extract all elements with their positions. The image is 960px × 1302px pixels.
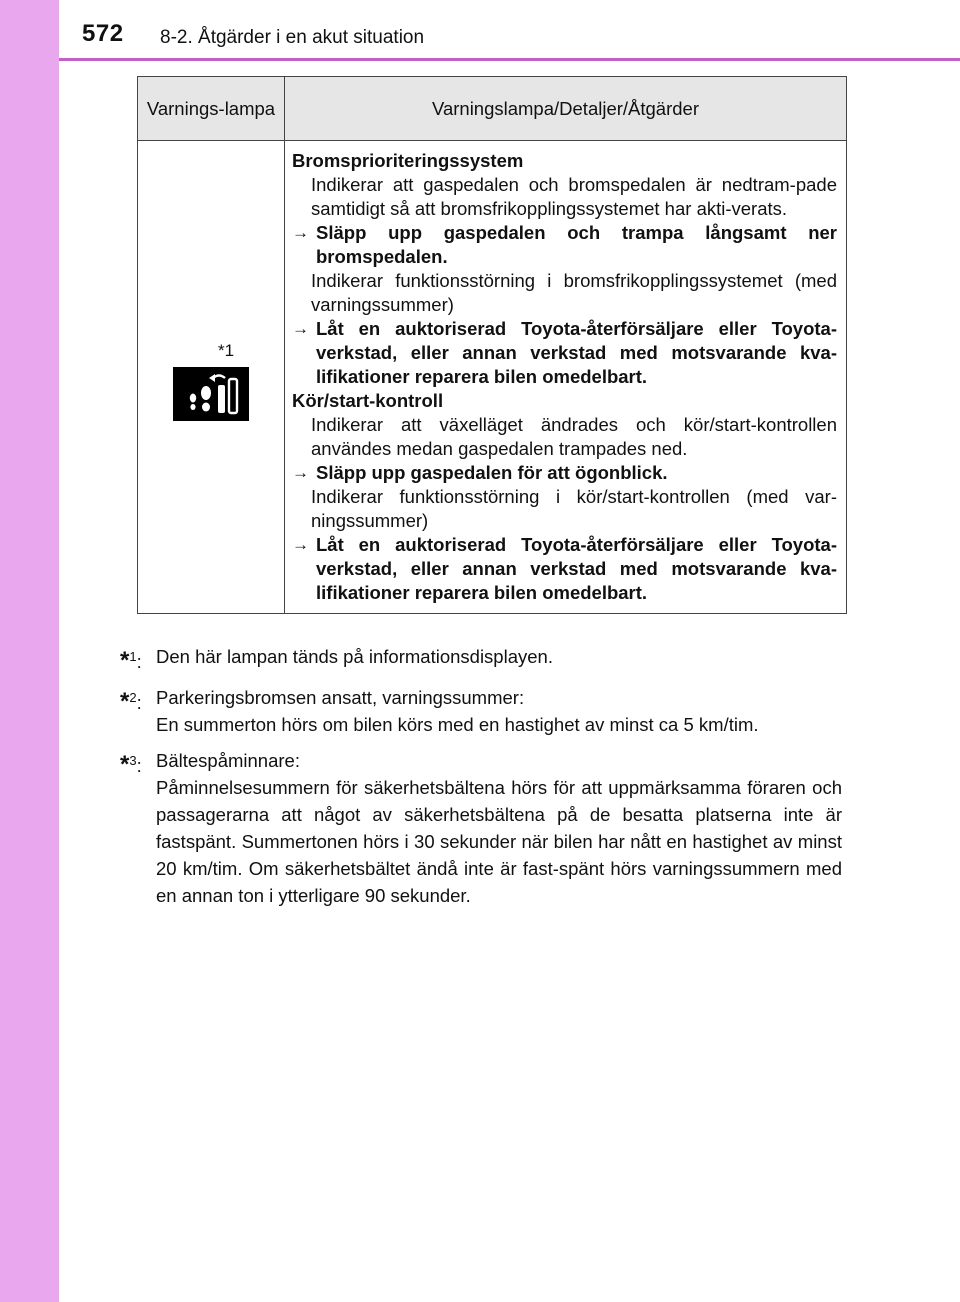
footnote-text: Den här lampan tänds på informationsdisplayen. (156, 646, 553, 667)
entry-title-drive-start-control: Kör/start-kontroll (292, 390, 444, 411)
arrow-icon: → (292, 223, 309, 242)
action-text: Släpp upp gaspedalen för att ögonblick. (316, 462, 668, 483)
action-text: Släpp upp gaspedalen och trampa långsamt ner bromspedalen. (316, 222, 837, 267)
entry-title-brake-override: Bromsprioriteringssystem (292, 150, 524, 171)
page-number: 572 (82, 20, 124, 47)
footnote-text: Bältespåminnare: (156, 750, 300, 772)
chapter-sidebar (0, 0, 59, 1302)
footnote-mark: *$^1$: (120, 647, 142, 675)
footnote-mark: *$^2$: (120, 688, 142, 716)
warning-lamp-table (137, 76, 847, 614)
footnote-1 (120, 643, 842, 675)
arrow-icon: → (292, 319, 309, 338)
footnote-mark: *$^3$: (120, 751, 142, 779)
col-header-details: Varningslampa/Detaljer/Åtgärder (285, 77, 847, 141)
arrow-icon: → (292, 535, 309, 554)
footnote-body (156, 747, 842, 909)
footnote-2 (120, 684, 842, 738)
table-header-row (138, 77, 847, 141)
col-header-lamp: Varnings-lampa (138, 77, 285, 141)
footnote-text: Parkeringsbromsen ansatt, varningssummer: (156, 687, 525, 709)
action-instruction (292, 461, 837, 485)
action-text: Låt en auktoriserad Toyota-återförsäljare eller Toyota-verkstad, eller annan verkstad med motsvarande kva-lifikationer reparera bilen omedelbart. (316, 534, 837, 603)
brake-override-pedal-icon (173, 367, 249, 421)
entry-description: Indikerar funktionsstörning i kör/start-kontrollen (med var-ningssummer) (311, 486, 837, 531)
details-cell (285, 141, 847, 614)
lamp-wrap (173, 341, 249, 421)
footnote-body (156, 643, 842, 675)
arrow-icon: → (292, 463, 309, 482)
action-instruction (292, 317, 837, 389)
section-title: 8-2. Åtgärder i en akut situation (160, 27, 425, 48)
action-instruction (292, 221, 837, 269)
footnote-body (156, 684, 842, 738)
action-instruction (292, 533, 837, 605)
action-text: Låt en auktoriserad Toyota-återförsäljare eller Toyota-verkstad, eller annan verkstad med motsvarande kva-lifikationer reparera bilen omedelbart. (316, 318, 837, 387)
footnotes (120, 643, 842, 918)
lamp-footnote-mark: *1 (217, 341, 235, 360)
header-rule (59, 58, 960, 61)
entry-description: Indikerar att gaspedalen och bromspedalen är nedtram-pade samtidigt så att bromsfrikopplingssystemet har akti-verats. (311, 174, 837, 219)
entry-description: Indikerar att växelläget ändrades och kör/start-kontrollen användes medan gaspedalen trampades ned. (311, 414, 837, 459)
footnote-text: En summerton hörs om bilen körs med en hastighet av minst ca 5 km/tim. (156, 714, 759, 736)
lamp-cell (138, 141, 285, 614)
footnote-text: Påminnelsesummern för säkerhetsbältena hörs för att uppmärksamma föraren och passagerarna att något av säkerhetsbältena på de besatta platserna inte är fastspänt. Summertonen hörs i 30 sekunder när bilen har nått en hastighet av minst 20 km/tim. Om säkerhetsbältet ändå inte är fast-spänt hörs varningssummern med en annan ton i ytterligare 90 sekunder. (156, 777, 842, 907)
footnote-3 (120, 747, 842, 909)
entry-description: Indikerar funktionsstörning i bromsfrikopplingssystemet (med varningssummer) (311, 270, 837, 315)
table-row (138, 141, 847, 614)
